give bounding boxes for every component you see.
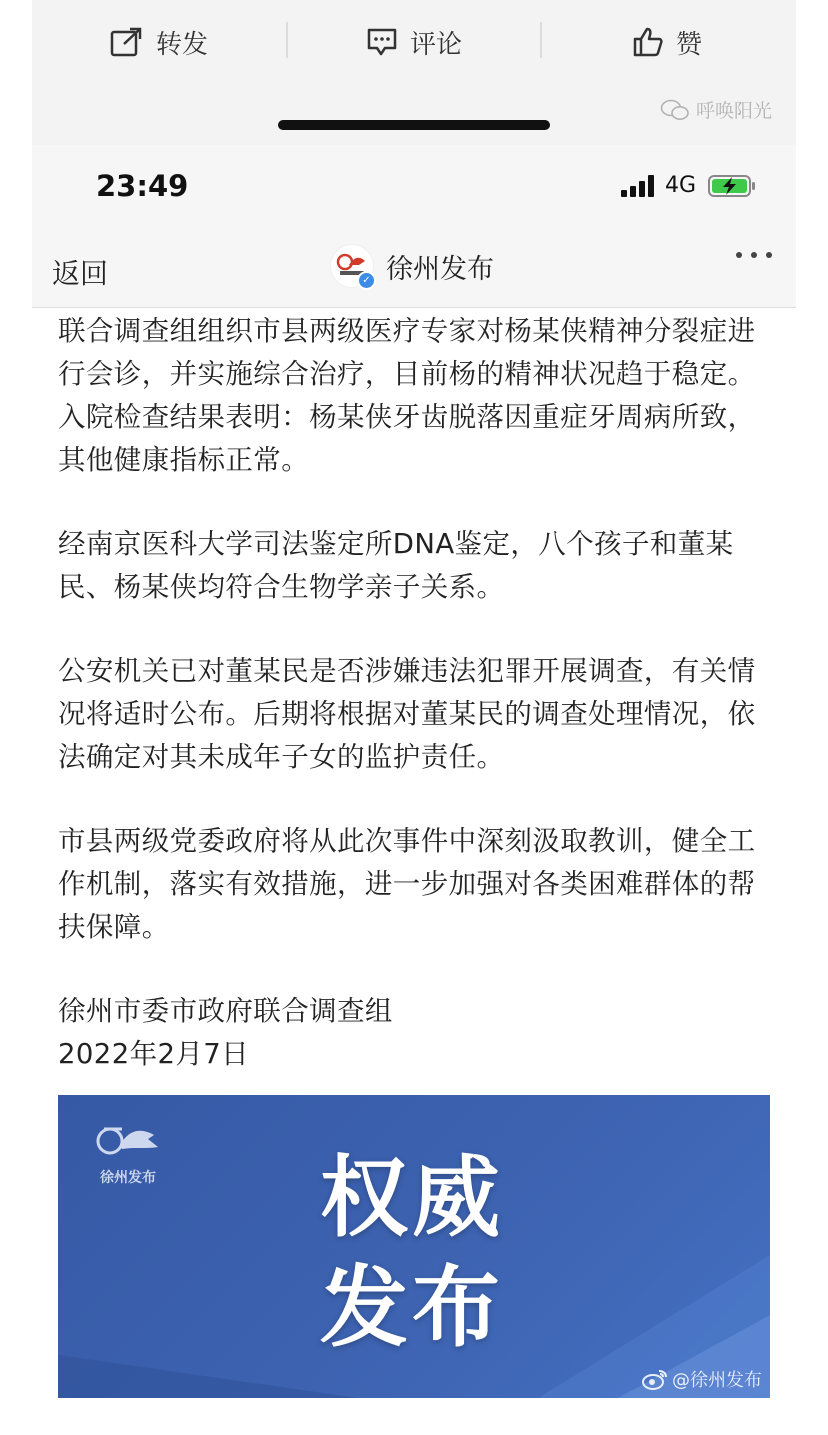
weibo-icon (642, 1368, 668, 1390)
more-options-icon[interactable] (736, 252, 772, 258)
status-time: 23:49 (96, 169, 189, 203)
signal-icon (621, 175, 657, 197)
xuzhou-logo-icon (92, 1121, 162, 1163)
forward-icon (110, 27, 144, 57)
like-button[interactable] (632, 22, 702, 62)
bottom-area (32, 1410, 796, 1435)
comment-label: 评论 (410, 29, 463, 60)
article-paragraph: 公安机关已对董某民是否涉嫌违法犯罪开展调查，有关情况将适时公布。后期将根据对董某民的调查处理情况，依法确定对其未成年子女的监护责任。 (58, 655, 756, 773)
article-body (58, 310, 768, 1076)
divider (540, 22, 542, 58)
divider (286, 22, 288, 58)
article-signature: 徐州市委市政府联合调查组 (58, 995, 393, 1027)
weibo-watermark (642, 1366, 762, 1392)
watermark-text: 呼唤阳光 (695, 100, 772, 122)
like-label: 赞 (676, 29, 703, 60)
account-header[interactable] (330, 244, 494, 288)
status-indicators (621, 173, 756, 198)
comment-icon (366, 27, 398, 57)
forward-label: 转发 (156, 29, 209, 60)
article-date: 2022年2月7日 (58, 1038, 250, 1070)
forward-button[interactable] (110, 22, 208, 62)
article-paragraph: 经南京医科大学司法鉴定所DNA鉴定，八个孩子和董某民、杨某侠均符合生物学亲子关系。 (58, 528, 734, 603)
banner-title (320, 1143, 504, 1363)
wechat-watermark (660, 96, 772, 123)
announcement-banner[interactable] (58, 1095, 770, 1398)
wechat-icon (660, 99, 690, 121)
nav-bar (32, 230, 796, 308)
status-bar (32, 145, 796, 230)
verified-badge-icon: ✓ (357, 271, 376, 290)
home-indicator[interactable] (278, 120, 550, 130)
page-title: 徐州发布 (386, 253, 494, 285)
thumbs-up-icon (632, 27, 664, 57)
banner-logo (92, 1121, 162, 1187)
banner-logo-text: 徐州发布 (100, 1170, 156, 1186)
share-bar (32, 0, 796, 145)
banner-title-line: 权威 (320, 1146, 505, 1249)
comment-button[interactable] (366, 22, 462, 62)
avatar[interactable] (330, 244, 374, 288)
weibo-watermark-text: @徐州发布 (672, 1370, 762, 1391)
app-frame (32, 0, 796, 1435)
article-paragraph: 市县两级党委政府将从此次事件中深刻汲取教训，健全工作机制，落实有效措施，进一步加强对各类困难群体的帮扶保障。 (58, 825, 756, 943)
network-type: 4G (664, 173, 696, 198)
article-paragraph: 联合调查组组织市县两级医疗专家对杨某侠精神分裂症进行会诊，并实施综合治疗，目前杨的精神状况趋于稳定。入院检查结果表明：杨某侠牙齿脱落因重症牙周病所致，其他健康指标正常。 (58, 315, 756, 476)
battery-charging-icon (708, 174, 756, 198)
banner-title-line: 发布 (320, 1256, 505, 1359)
back-button[interactable]: 返回 (52, 257, 109, 290)
